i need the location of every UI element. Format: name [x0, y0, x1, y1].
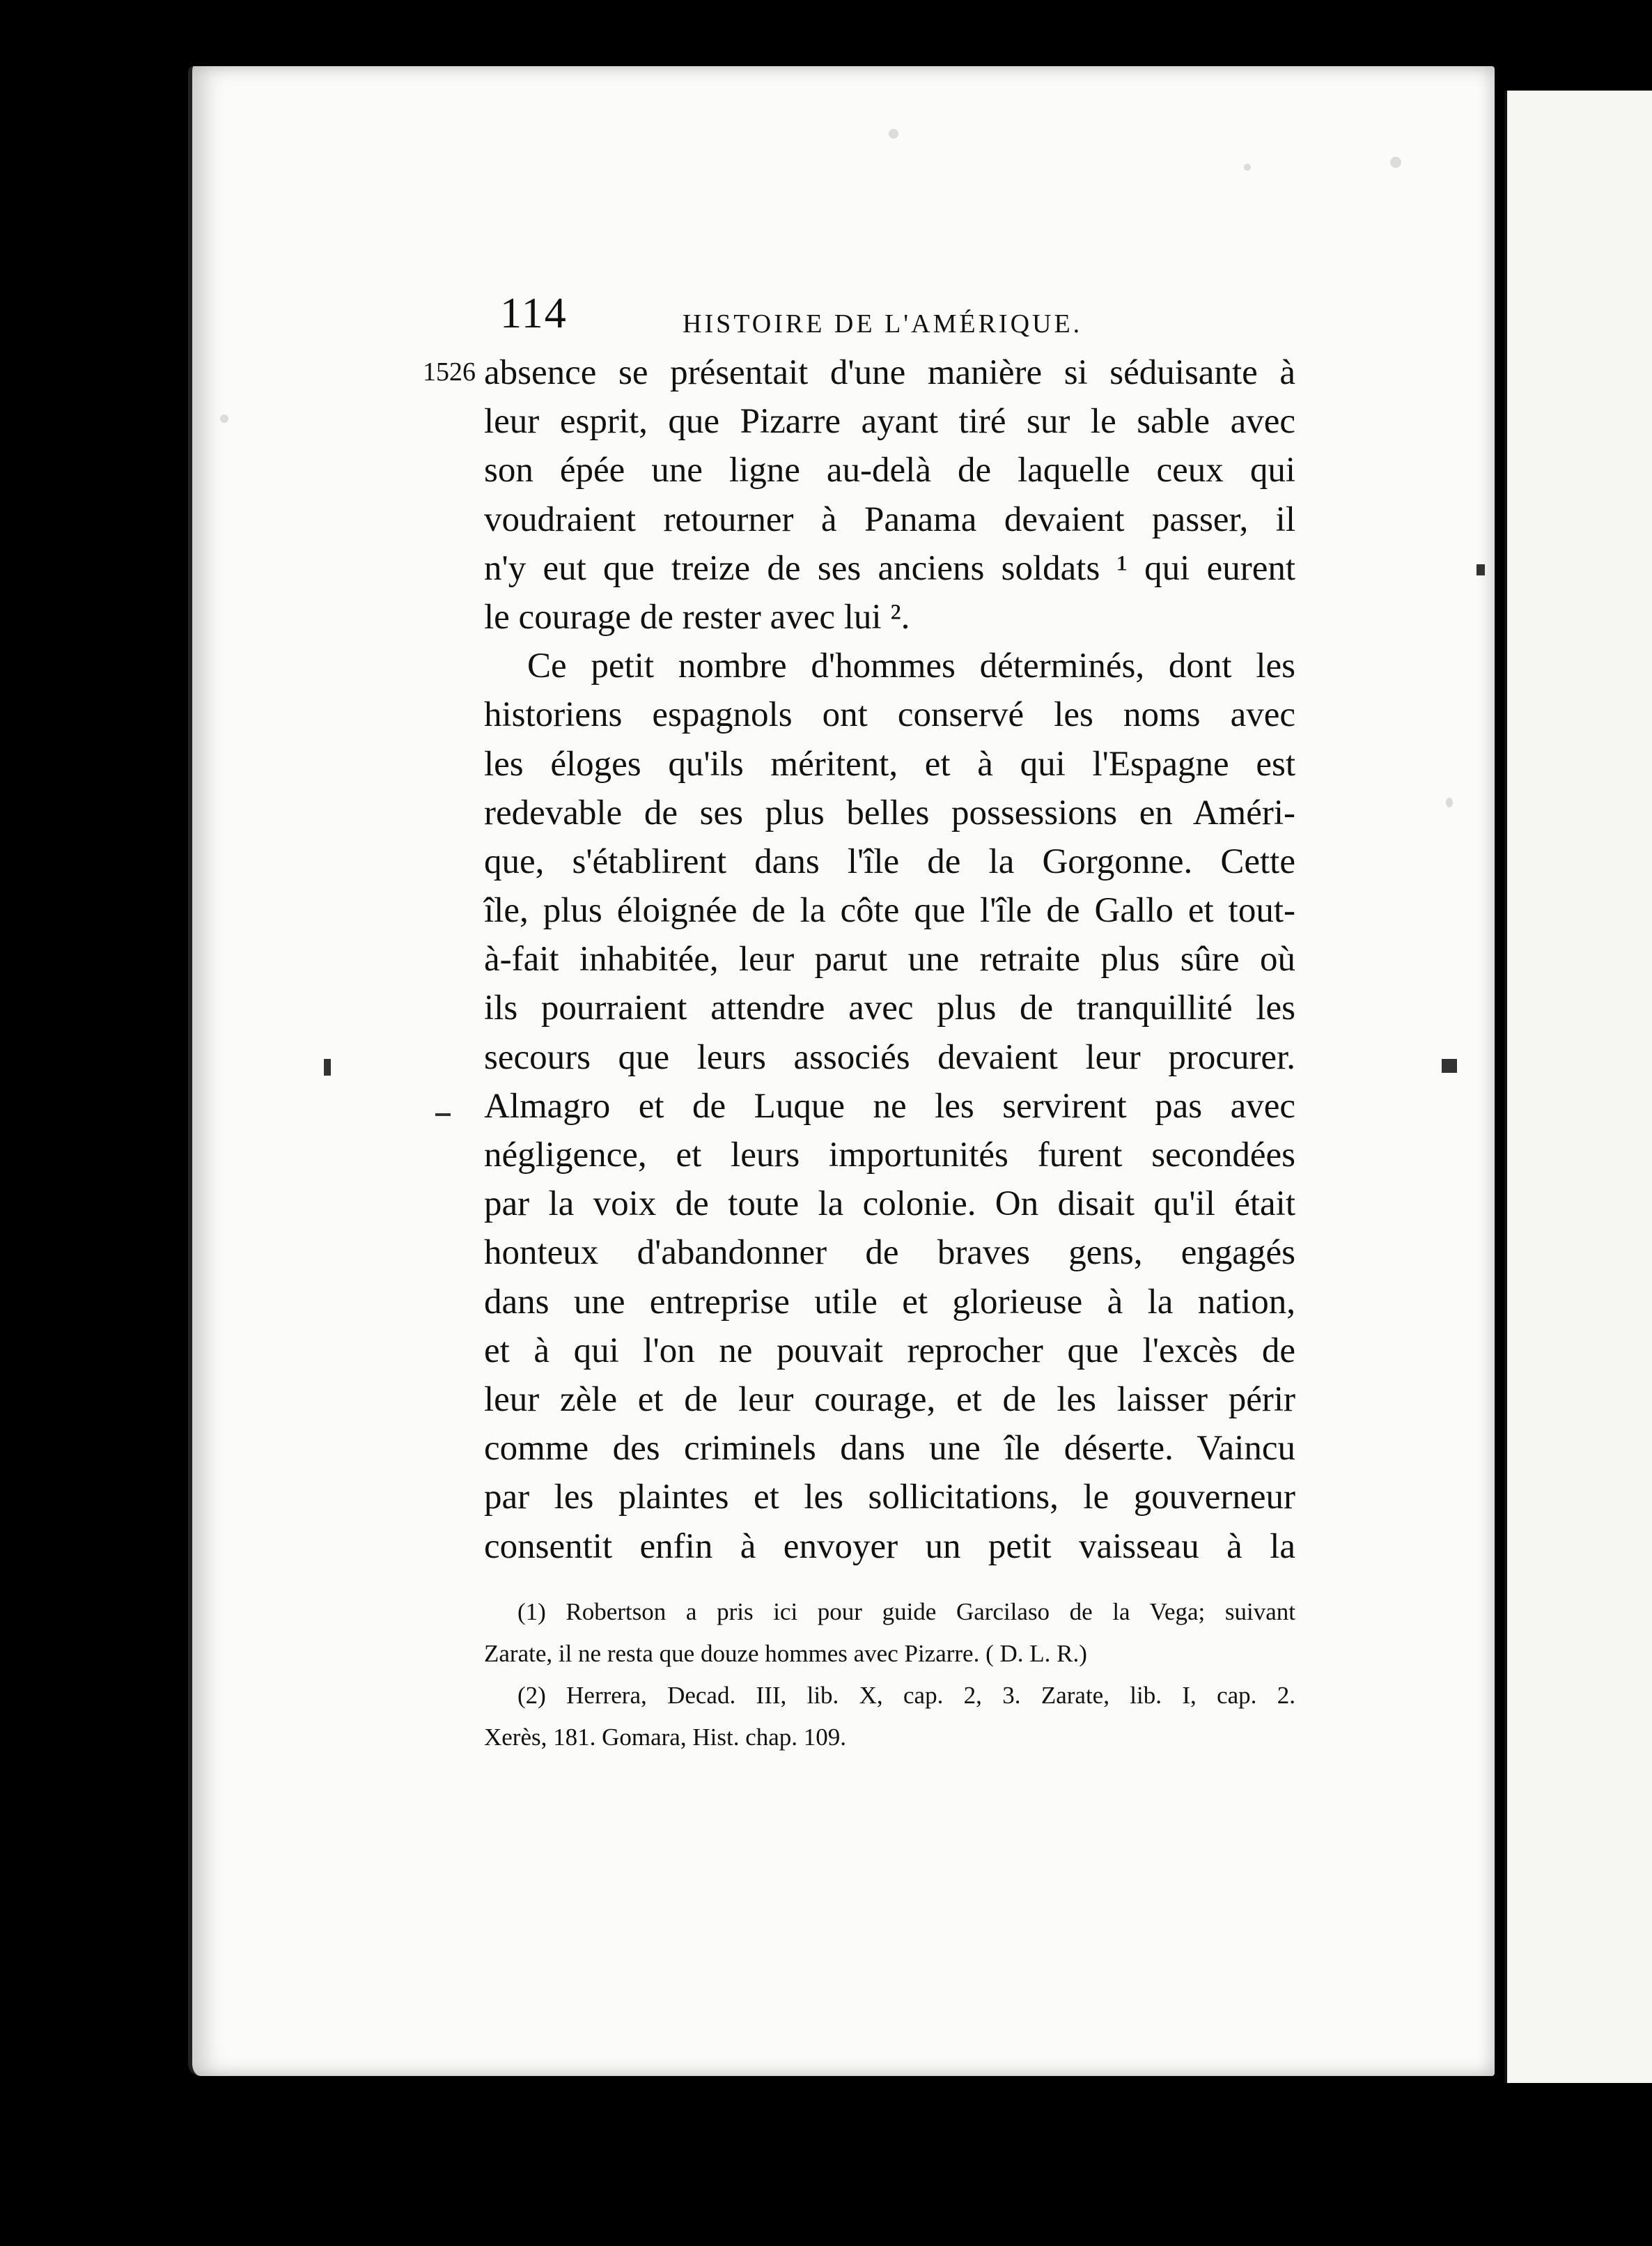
- text-line: honteux d'abandonner de braves gens, engagés: [484, 1233, 1295, 1273]
- text-line: comme des criminels dans une île déserte. Vaincu: [484, 1429, 1295, 1469]
- adjacent-page-edge: [1504, 91, 1652, 2083]
- body-text: [484, 348, 1295, 1571]
- footnote-line: (1) Robertson a pris ici pour guide Garcilaso de la Vega; suivant: [517, 1598, 1295, 1625]
- text-line: leur esprit, que Pizarre ayant tiré sur le sable avec: [484, 402, 1295, 442]
- footnote-line: (2) Herrera, Decad. III, lib. X, cap. 2, 3. Zarate, lib. I, cap. 2.: [517, 1682, 1295, 1709]
- text-line: par la voix de toute la colonie. On disait qu'il était: [484, 1184, 1295, 1224]
- text-line: absence se présentait d'une manière si séduisante à: [484, 353, 1295, 392]
- margin-year: 1526: [423, 357, 476, 387]
- text-line: son épée une ligne au-delà de laquelle ceux qui: [484, 451, 1295, 490]
- text-line: voudraient retourner à Panama devaient passer, il: [484, 499, 1295, 539]
- footnote-line: Zarate, il ne resta que douze hommes avec Pizarre. ( D. L. R.): [484, 1640, 1087, 1667]
- text-line: par les plaintes et les sollicitations, le gouverneur: [484, 1478, 1295, 1517]
- margin-mark: [1442, 1059, 1457, 1073]
- paper-stain: [889, 129, 898, 139]
- text-line: les éloges qu'ils méritent, et à qui l'Espagne est: [484, 744, 1295, 784]
- text-line: que, s'établirent dans l'île de la Gorgonne. Cette: [484, 842, 1295, 881]
- text-line: négligence, et leurs importunités furent secondées: [484, 1136, 1295, 1175]
- text-line: Ce petit nombre d'hommes déterminés, dont les: [527, 646, 1295, 686]
- paper-stain: [1446, 798, 1453, 807]
- text-line: Almagro et de Luque ne les servirent pas avec: [484, 1086, 1295, 1126]
- running-title: HISTOIRE DE L'AMÉRIQUE.: [683, 309, 1083, 339]
- paper-stain: [220, 415, 228, 423]
- text-line: consentit enfin à envoyer un petit vaisseau à la: [484, 1526, 1295, 1566]
- text-line: le courage de rester avec lui ².: [484, 597, 910, 637]
- text-line: secours que leurs associés devaient leur procurer.: [484, 1037, 1295, 1077]
- text-line: à-fait inhabitée, leur parut une retraite plus sûre où: [484, 940, 1295, 979]
- margin-mark: [324, 1059, 331, 1076]
- text-line: île, plus éloignée de la côte que l'île de Gallo et tout-: [484, 891, 1295, 931]
- footnotes: [484, 1591, 1295, 1758]
- margin-mark: [1476, 564, 1485, 575]
- text-line: n'y eut que treize de ses anciens soldats ¹ qui eurent: [484, 548, 1295, 588]
- page-number: 114: [500, 290, 568, 337]
- page-header: [500, 289, 1127, 345]
- paper-stain: [1390, 157, 1401, 168]
- text-line: historiens espagnols ont conservé les noms avec: [484, 695, 1295, 735]
- text-line: dans une entreprise utile et glorieuse à la nation,: [484, 1282, 1295, 1322]
- text-line: ils pourraient attendre avec plus de tranquillité les: [484, 989, 1295, 1028]
- text-line: redevable de ses plus belles possessions en Améri-: [484, 793, 1295, 832]
- margin-mark: [435, 1113, 451, 1116]
- text-line: leur zèle et de leur courage, et de les laisser périr: [484, 1379, 1295, 1419]
- paper-stain: [1244, 164, 1251, 171]
- footnote-line: Xerès, 181. Gomara, Hist. chap. 109.: [484, 1724, 847, 1751]
- text-line: et à qui l'on ne pouvait reprocher que l'excès de: [484, 1331, 1295, 1370]
